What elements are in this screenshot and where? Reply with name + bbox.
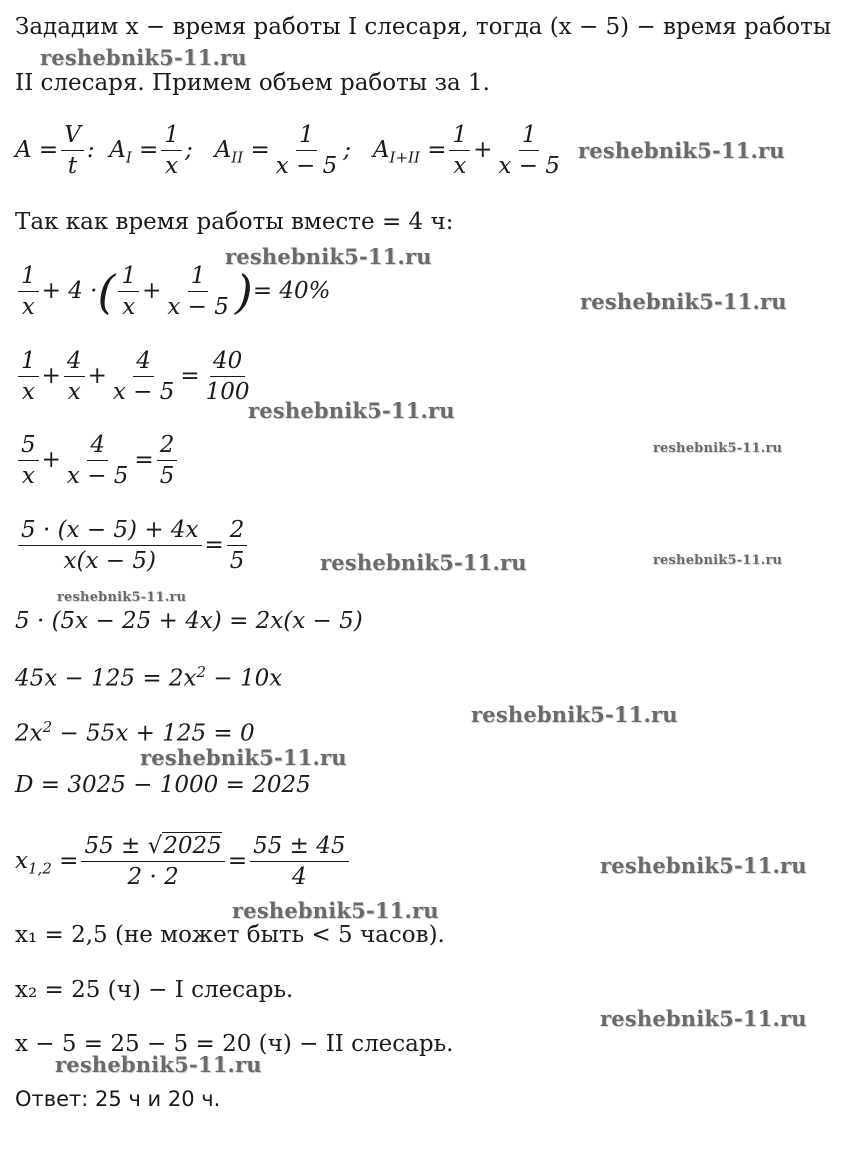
root-2-line bbox=[15, 979, 293, 1002]
second-worker-text: x − 5 = 25 − 5 = 20 (ч) − II слесарь. bbox=[15, 1031, 454, 1057]
watermark: reshebnik5-11.ru bbox=[225, 244, 432, 269]
equation-step-2: $\frac{1}{x}$ + $\frac{4}{x}$ + $\frac{4}{x - 5}$ = $\frac{40}{100}$ bbox=[15, 348, 256, 406]
answer-text: Ответ: 25 ч и 20 ч. bbox=[15, 1087, 221, 1111]
watermark: reshebnik5-11.ru bbox=[600, 853, 807, 878]
watermark: reshebnik5-11.ru bbox=[653, 441, 783, 456]
watermark: reshebnik5-11.ru bbox=[140, 745, 347, 770]
equation-step-3: $\frac{5}{x}$ + $\frac{4}{x - 5}$ = $\frac{2}{5}$ bbox=[15, 432, 180, 490]
watermark: reshebnik5-11.ru bbox=[232, 898, 439, 923]
watermark: reshebnik5-11.ru bbox=[600, 1006, 807, 1031]
root-1-text: x₁ = 2,5 (не может быть < 5 часов). bbox=[15, 922, 445, 948]
watermark: reshebnik5-11.ru bbox=[653, 553, 783, 568]
watermark: reshebnik5-11.ru bbox=[471, 702, 678, 727]
volume-text: II слесаря. Примем объем работы за 1. bbox=[15, 70, 490, 96]
text-line-volume bbox=[15, 72, 490, 95]
root-2-text: x₂ = 25 (ч) − I слесарь. bbox=[15, 977, 294, 1003]
answer-line bbox=[15, 1089, 220, 1110]
equation-step-1: $\frac{1}{x}$ + 4 ·( $\frac{1}{x}$ + $\frac{1}{x - 5}$ )= 40% bbox=[15, 263, 331, 321]
watermark: reshebnik5-11.ru bbox=[248, 398, 455, 423]
formula-work-rates: A = $\frac{V}{t}$ : $A_I$ = $\frac{1}{x}$ ; $A_{II}$ = $\frac{1}{x - 5}$ ; $A_{I+II}$ = $\frac{1}{x}$ + $\frac{1}{x - 5}$ bbox=[15, 122, 560, 180]
discriminant-line bbox=[15, 774, 311, 797]
equation-step-6: $45x - 125 = 2x^2 - 10x$ bbox=[15, 663, 283, 692]
intro-text: Зададим x − время работы I слесаря, тогда (x − 5) − время работы bbox=[15, 14, 832, 40]
watermark: reshebnik5-11.ru bbox=[580, 289, 787, 314]
watermark: reshebnik5-11.ru bbox=[57, 590, 187, 605]
equation-step-5 bbox=[15, 610, 363, 633]
watermark: reshebnik5-11.ru bbox=[40, 45, 247, 70]
discriminant-text: D = 3025 − 1000 = 2025 bbox=[15, 772, 311, 798]
text-line-together bbox=[15, 211, 453, 234]
roots-formula: $x_{1,2}$ = $\frac{55 \pm √2025}{2 \cdot 2}$ = $\frac{55 \pm 45}{4}$ bbox=[15, 833, 352, 891]
root-1-line bbox=[15, 924, 445, 947]
step-5-text: 5 · (5x − 25 + 4x) = 2x(x − 5) bbox=[15, 608, 363, 634]
equation-step-7: $2x^2 - 55x + 125 = 0$ bbox=[15, 718, 255, 747]
text-line-intro bbox=[15, 16, 831, 39]
watermark: reshebnik5-11.ru bbox=[578, 138, 785, 163]
watermark: reshebnik5-11.ru bbox=[320, 550, 527, 575]
equation-step-4: $\frac{5 \cdot (x - 5) + 4x}{x(x - 5)}$ = $\frac{2}{5}$ bbox=[15, 517, 250, 575]
together-text: Так как время работы вместе = 4 ч: bbox=[15, 209, 454, 235]
watermark: reshebnik5-11.ru bbox=[55, 1052, 262, 1077]
